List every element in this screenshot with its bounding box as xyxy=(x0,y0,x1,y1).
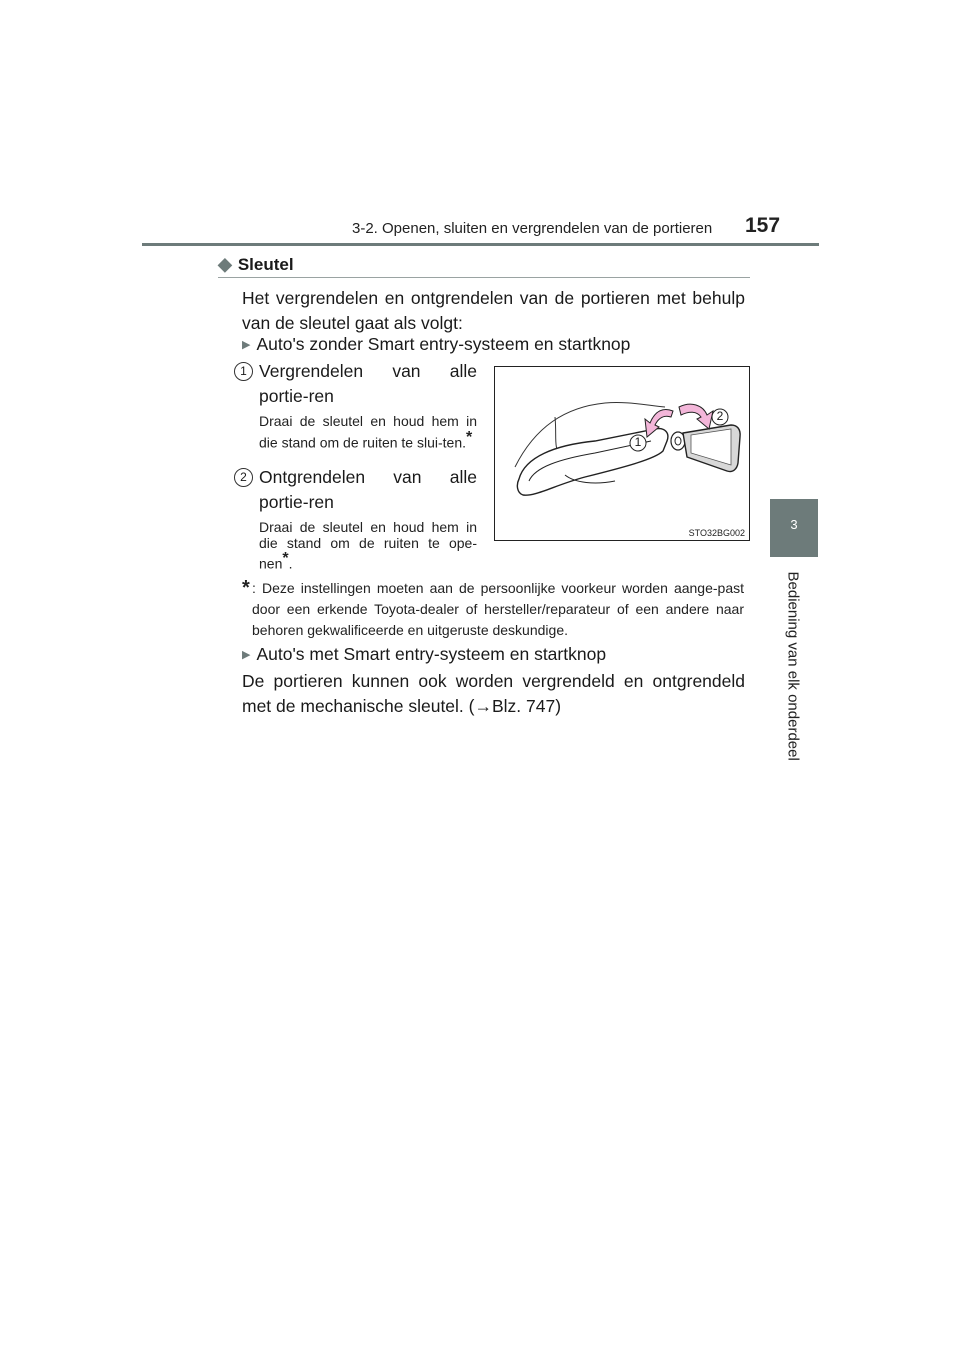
step-2-description: Draai de sleutel en houd hem in die stand om de ruiten te ope-nen*. xyxy=(259,519,477,572)
intro-paragraph: Het vergrendelen en ontgrendelen van de portieren met behulp van de sleutel gaat als volgt: xyxy=(242,288,745,333)
bullet-text: Auto's zonder Smart entry-systeem en startknop xyxy=(256,334,631,354)
page-number: 157 xyxy=(745,214,781,237)
outro-text: De portieren kunnen ook worden vergrendeld en ontgrendeld met de mechanische sleutel. (→Blz. 747) xyxy=(242,671,745,716)
chapter-number: 3 xyxy=(790,517,798,532)
header-divider xyxy=(142,243,819,246)
bullet-text: Auto's met Smart entry-systeem en startknop xyxy=(256,644,607,664)
step-2-title: Ontgrendelen van alle portie-ren xyxy=(259,467,477,512)
section-divider xyxy=(218,277,750,278)
callout-label-1: 1 xyxy=(634,435,642,449)
footnote-asterisk: * xyxy=(242,577,250,599)
section-title xyxy=(218,254,294,275)
footnote xyxy=(242,578,744,641)
asterisk-marker: * xyxy=(282,550,289,567)
step-1-text: Draai de sleutel en houd hem in die stand om de ruiten te slui-ten. xyxy=(259,413,477,451)
step-1-title: Vergrendelen van alle portie-ren xyxy=(259,361,477,406)
asterisk-marker: * xyxy=(466,428,473,446)
door-handle-key-drawing xyxy=(495,367,749,540)
step-2-text: Draai de sleutel en houd hem in die stand om de ruiten te ope-nen xyxy=(259,519,477,572)
bullet-item-smart-entry xyxy=(242,642,606,670)
step-number-2: 2 xyxy=(234,468,253,487)
door-key-illustration xyxy=(494,366,750,541)
section-title-text: Sleutel xyxy=(237,255,294,274)
triangle-bullet-icon: ▶ xyxy=(242,339,251,351)
step-number-1: 1 xyxy=(234,362,253,381)
page-header-title: 3-2. Openen, sluiten en vergrendelen van de portieren xyxy=(352,220,713,237)
step-1-description xyxy=(259,414,477,451)
diamond-icon: ◆ xyxy=(218,254,232,274)
bullet-item-no-smart-entry xyxy=(242,332,630,360)
figure-code: STO32BG002 xyxy=(688,528,745,538)
callout-label-2: 2 xyxy=(716,409,724,423)
chapter-tab xyxy=(770,499,818,557)
outro-paragraph xyxy=(242,669,745,719)
chapter-label: Bediening van elk onderdeel xyxy=(784,571,802,761)
footnote-text: : Deze instellingen moeten aan de persoonlijke voorkeur worden aange-past door een erkende Toyota-dealer of hersteller/reparateur of een andere naar behoren gekwalificeerde en uitgeruste deskundige. xyxy=(252,580,744,638)
triangle-bullet-icon: ▶ xyxy=(242,649,251,661)
